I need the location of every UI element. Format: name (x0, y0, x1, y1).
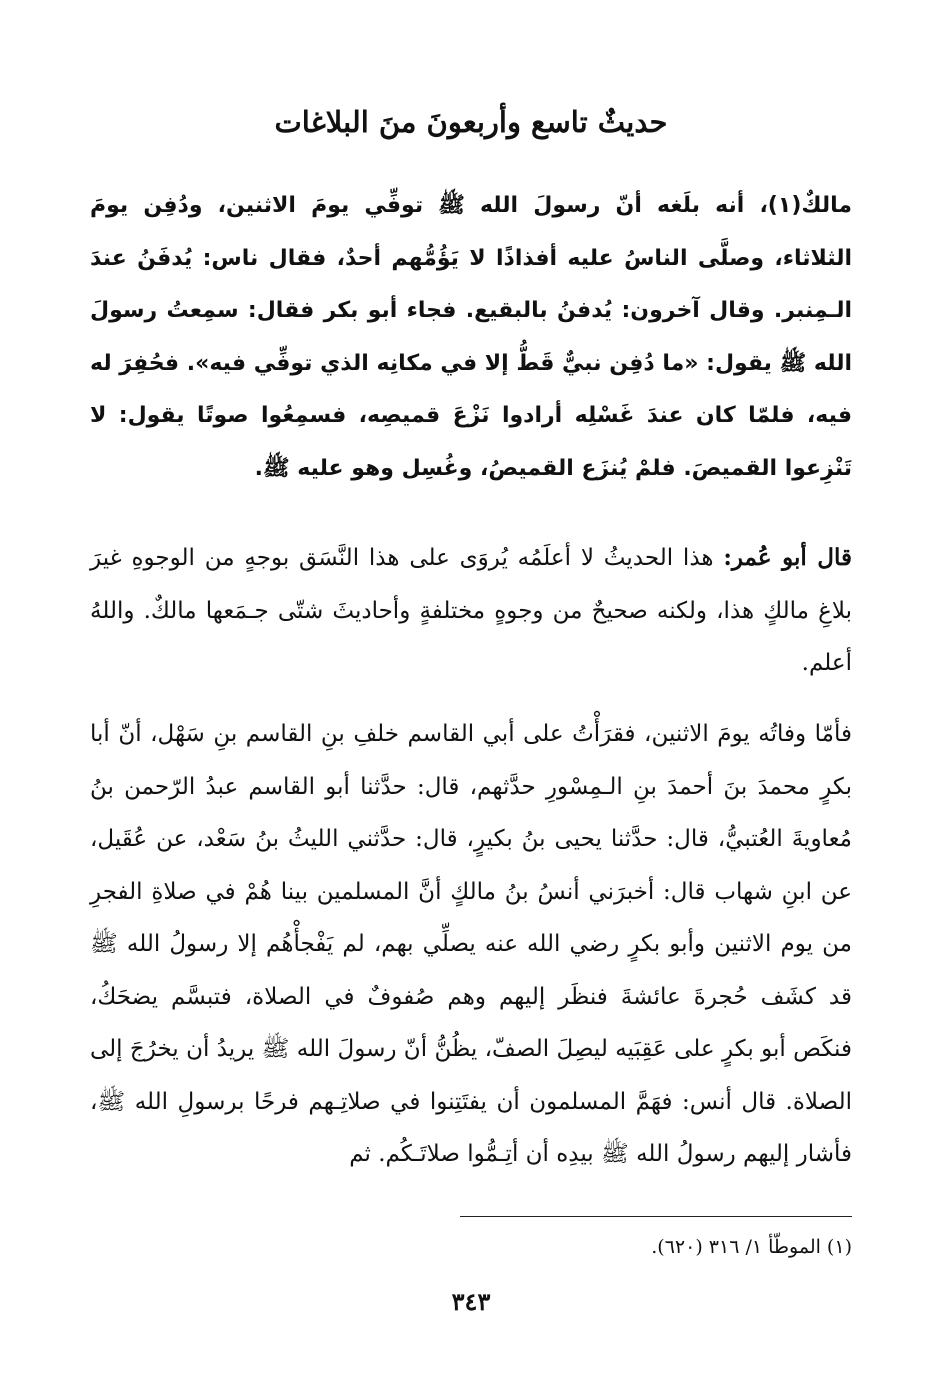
page-number: ٣٤٣ (451, 1287, 491, 1316)
hadith-title: حديثٌ تاسع وأربعونَ منَ البلاغات (274, 105, 668, 139)
book-page (90, 0, 852, 1375)
commentary-text: هذا الحديثُ لا أعلَمُه يُروَى على هذا النَّسَق بوجهٍ من الوجوهِ غيرَ بلاغِ مالكٍ هذا، ولكنه صحيحٌ من وجوهٍ مختلفةٍ وأحاديثَ شتّى جـمَعها مالكٌ. واللهُ أعلم. (90, 545, 852, 676)
commentary-lead: قال أبو عُمر: (723, 544, 852, 571)
isnad-paragraph: فأمّا وفاتُه يومَ الاثنين، فقرَأْتُ على أبي القاسم خلفِ بنِ القاسم بنِ سَهْل، أنّ أبا بكرٍ محمدَ بنَ أحمدَ بنِ الـمِسْورِ حدَّثهم، قال: حدَّثنا أبو القاسم عبدُ الرّحمن بنُ مُعاويةَ العُتبيُّ، قال: حدَّثنا يحيى بنُ بكيرٍ، قال: حدَّثني الليثُ بنُ سَعْد، عن عُقَيل، عن ابنِ شهاب قال: أخبرَني أنسُ بنُ مالكٍ أنَّ المسلمين بينا هُمْ في صلاةِ الفجرِ من يوم الاثنين وأبو بكرٍ رضي الله عنه يصلِّي بهم، لم يَفْجأْهُم إلا رسولُ الله ﷺ قد كشَف حُجرةَ عائشةَ فنظَر إليهم وهم صُفوفٌ في الصلاة، فتبسَّم يضحَكُ، فنكَص أبو بكرٍ على عَقِبَيه ليصِلَ الصفّ، يظُنُّ أنّ رسولَ الله ﷺ يريدُ أن يخرُجَ إلى الصلاة. قال أنس: فهَمَّ المسلمون أن يفتَتِنوا في صلاتِـهم فرحًا برسولِ الله ﷺ، فأشار إليهم رسولُ الله ﷺ بيدِه أن أتِـمُّوا صلاتَـكُم. ثم (90, 721, 852, 1167)
footnote-divider (460, 1216, 852, 1217)
footnote: (١) الموطّأ ١/ ٣١٦ (٦٢٠). (651, 1236, 852, 1258)
hadith-text-paragraph: مالكٌ(١)، أنه بلَغه أنّ رسولَ الله ﷺ توفِّي يومَ الاثنين، ودُفِن يومَ الثلاثاء، وصلَّى الناسُ عليه أفذاذًا لا يَؤُمُّهم أحدٌ، فقال ناس: يُدفَنُ عندَ الـمِنبر. وقال آخرون: يُدفنُ بالبقيع. فجاء أبو بكر فقال: سمِعتُ رسولَ الله ﷺ يقول: «ما دُفِن نبيٌّ قَطُّ إلا في مكانِه الذي توفِّي فيه». فحُفِرَ له فيه، فلمّا كان عندَ غَسْلِه أرادوا نَزْعَ قميصِه، فسمِعُوا صوتًا يقول: لا تَنْزِعوا القميصَ. فلمْ يُنزَع القميصُ، وغُسِل وهو عليه ﷺ. (90, 193, 852, 481)
commentary-paragraph (90, 532, 852, 690)
